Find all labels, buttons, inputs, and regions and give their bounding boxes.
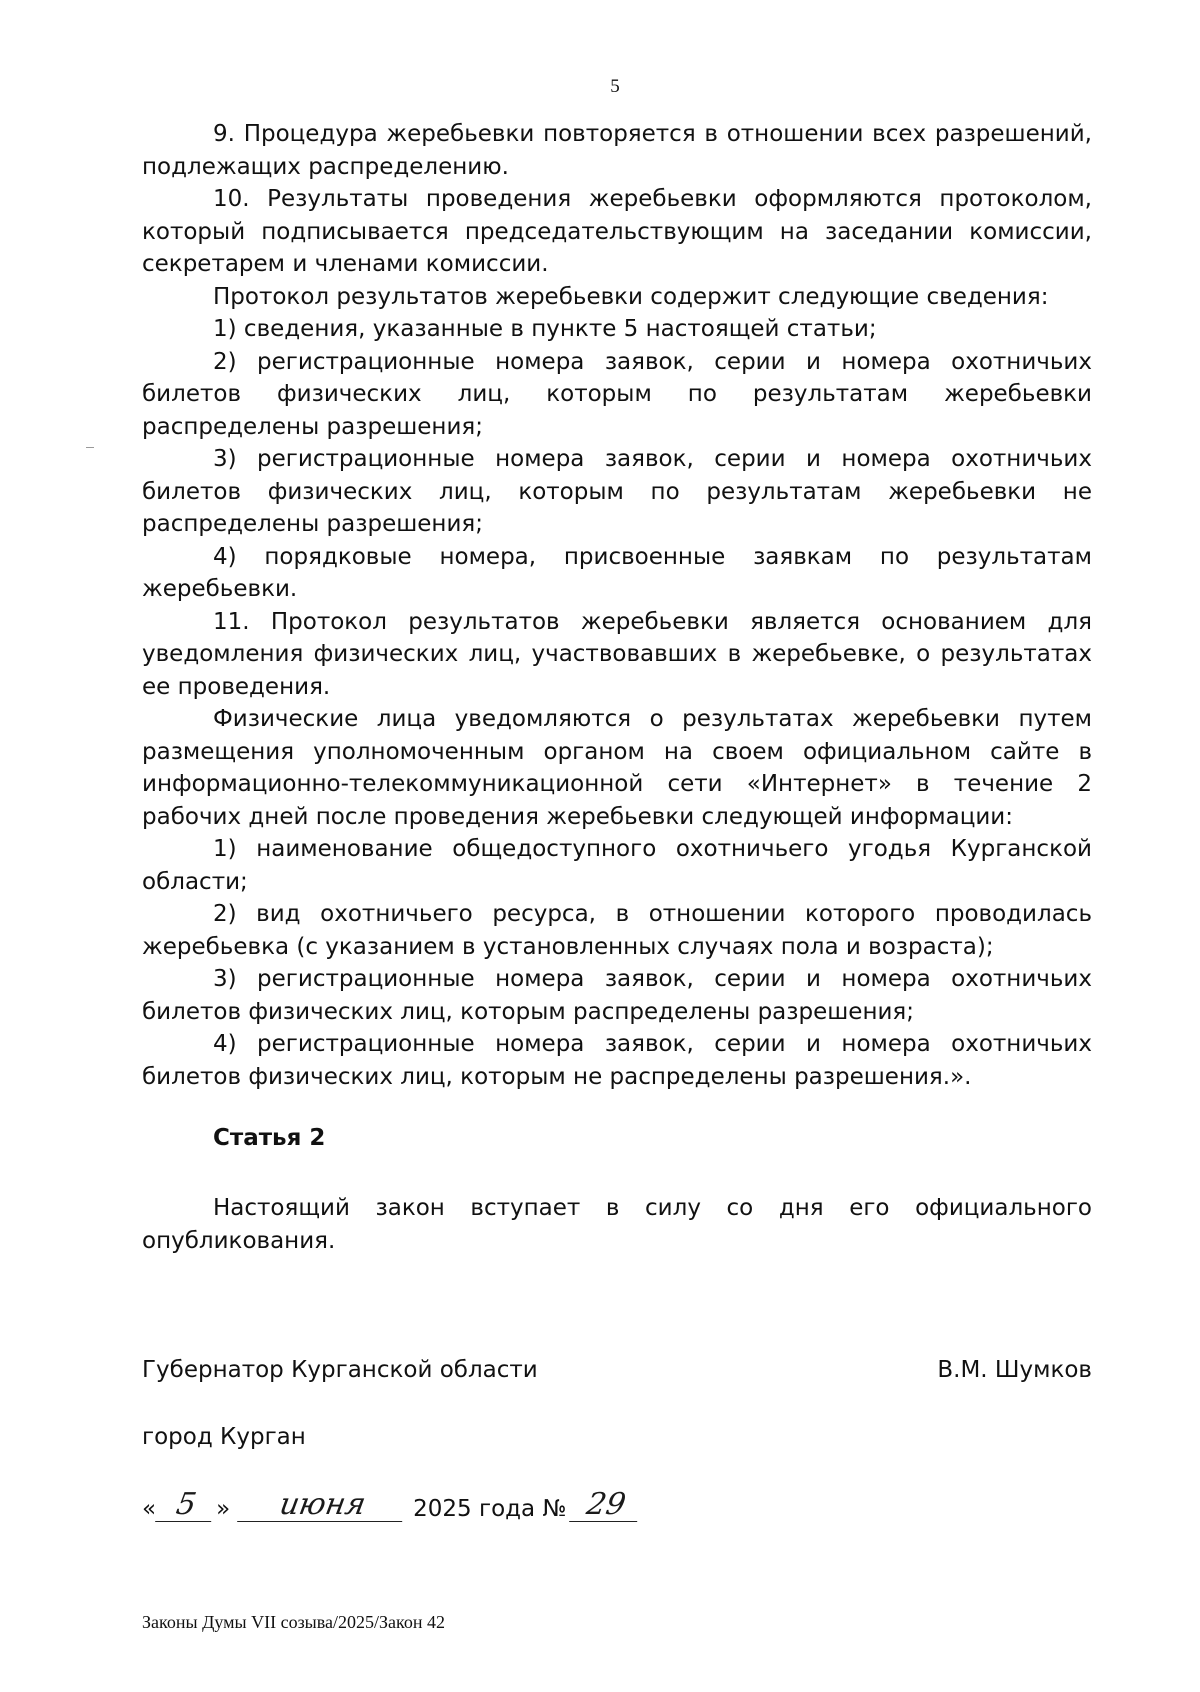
notification-item-4: 4) регистрационные номера заявок, серии и номера охотничьих билетов физических лиц, которым не распределены разрешения.». [142,1031,1092,1090]
date-line [142,1489,640,1522]
date-month-handwritten: июня [237,1489,408,1522]
city: город Курган [142,1424,306,1450]
paragraph-9: 9. Процедура жеребьевки повторяется в отношении всех разрешений, подлежащих распределению. [142,121,1092,180]
article-2-body [142,1192,1092,1257]
protocol-item-1: 1) сведения, указанные в пункте 5 настоящей статьи; [213,316,877,342]
notification-item-1: 1) наименование общедоступного охотничьего угодья Курганской области; [142,836,1092,895]
notification-item-2: 2) вид охотничьего ресурса, в отношении которого проводилась жеребьевка (с указанием в установленных случаях пола и возраста); [142,901,1092,960]
paragraph-10: 10. Результаты проведения жеребьевки оформляются протоколом, который подписывается председательствующим на заседании комиссии, секретарем и членами комиссии. [142,186,1092,277]
protocol-item-3: 3) регистрационные номера заявок, серии и номера охотничьих билетов физических лиц, которым по результатам жеребьевки не распределены разрешения; [142,446,1092,537]
document-footer: Законы Думы VII созыва/2025/Закон 42 [142,1612,445,1632]
article-2-text: Настоящий закон вступает в силу со дня его официального опубликования. [142,1195,1092,1254]
article-1-continuation [142,118,1092,1093]
page-number: 5 [610,76,620,97]
protocol-item-4: 4) порядковые номера, присвоенные заявкам по результатам жеребьевки. [142,543,1092,602]
date-day-handwritten: 5 [155,1489,217,1522]
law-number-handwritten: 29 [569,1489,643,1522]
notification-intro: Физические лица уведомляются о результатах жеребьевки путем размещения уполномоченным органом на своем официальном сайте в информационно-телекоммуникационной сети «Интернет» в течение 2 рабочих дней после проведения жеребьевки следующей информации: [142,706,1092,830]
date-open-quote: « [142,1496,157,1522]
date-year-label: 2025 года № [413,1496,567,1522]
article-2-heading: Статья 2 [213,1125,326,1151]
paragraph-11: 11. Протокол результатов жеребьевки является основанием для уведомления физических лиц, участвовавших в жеребьевке, о результатах ее проведения. [142,608,1092,700]
protocol-contents-intro: Протокол результатов жеребьевки содержит следующие сведения: [213,283,1049,310]
protocol-item-2: 2) регистрационные номера заявок, серии и номера охотничьих билетов физических лиц, которым по результатам жеребьевки распределены разрешения; [142,348,1092,440]
margin-mark [86,447,94,448]
notification-item-3: 3) регистрационные номера заявок, серии и номера охотничьих билетов физических лиц, которым распределены разрешения; [142,966,1092,1025]
signatory-name: В.М. Шумков [937,1357,1092,1383]
signatory-title: Губернатор Курганской области [142,1357,538,1383]
date-close-quote: » [216,1496,231,1522]
